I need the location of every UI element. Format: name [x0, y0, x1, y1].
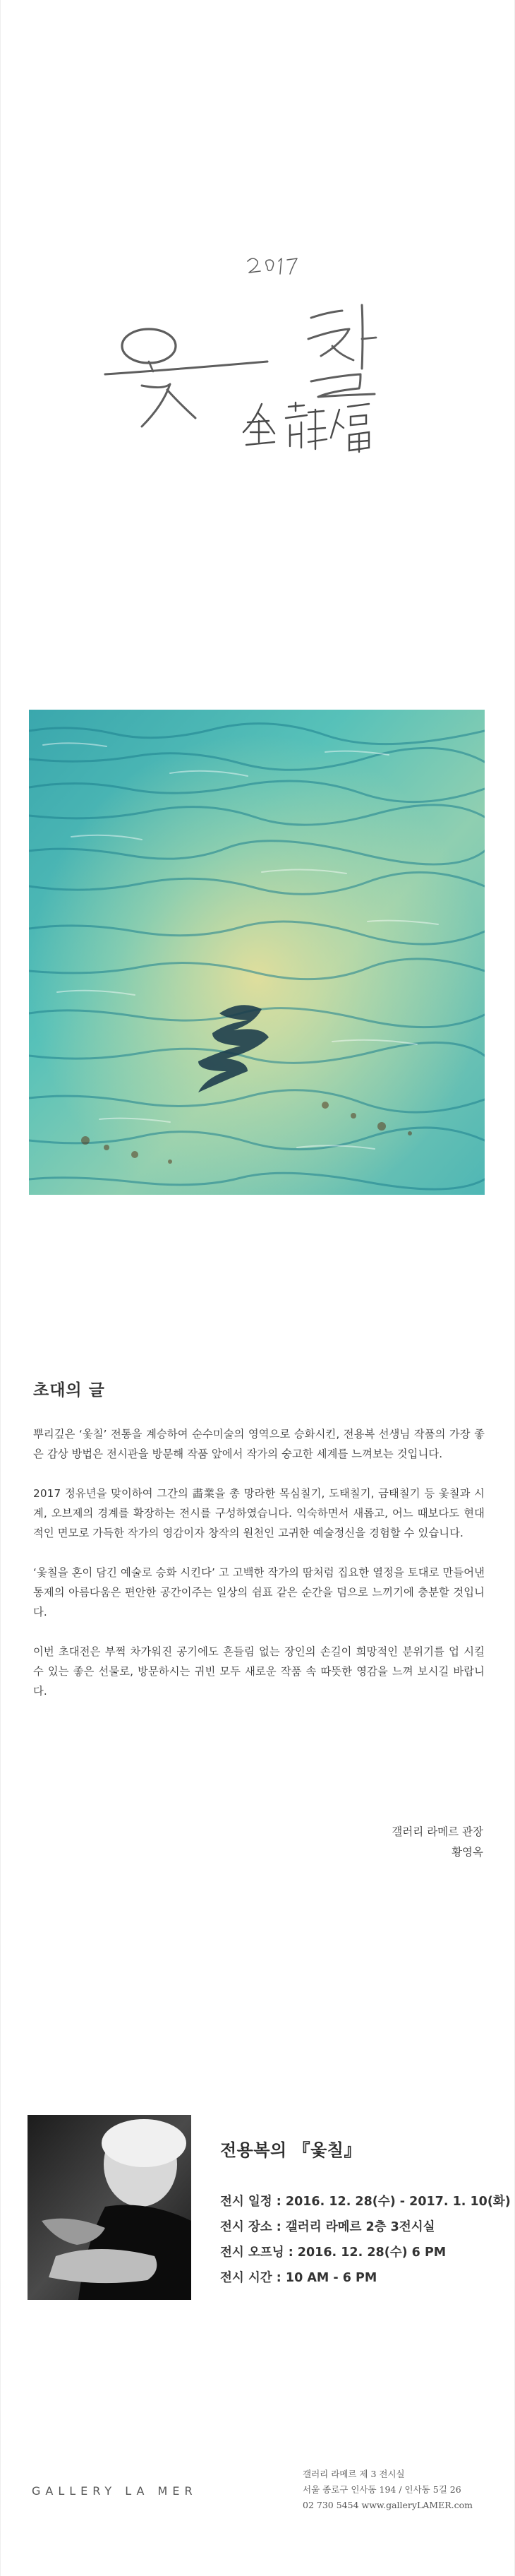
letter-paragraph-1: 뿌리깊은 ‘옻칠’ 전통을 계승하여 순수미술의 영역으로 승화시킨, 전용복 선생님 작품의 가장 좋은 감상 방법은 전시관을 방문해 작품 앞에서 작가의 숭고한 세계를 느껴보는 것입니다.	[33, 1428, 485, 1460]
letter-title: 초대의 글	[33, 1381, 105, 1400]
exhibition-info	[220, 2136, 511, 2291]
gallery-room: 갤러리 라메르 제 3 전시실	[303, 2469, 405, 2479]
artist-photo	[28, 2115, 191, 2300]
painting-artwork	[29, 710, 485, 1195]
exhibition-venue: 전시 장소 : 갤러리 라메르 2층 3전시실	[220, 2220, 435, 2234]
exhibition-schedule: 전시 일정 : 2016. 12. 28(수) - 2017. 1. 10(화)	[220, 2195, 511, 2209]
letter-paragraph-2: 2017 정유년을 맞이하여 그간의 畵業을 총 망라한 목심칠기, 도태칠기, 금태칠기 등 옻칠과 시계, 오브제의 경계를 확장하는 전시를 구성하였습니다. 익숙하면서 새롭고, 어느 때보다도 현대적인 면모로 가득한 작가의 영감이자 창작의 원천인 고귀한 예술정신을 경험할 수 있습니다.	[33, 1487, 485, 1539]
signature-name: 황영옥	[452, 1846, 483, 1859]
calligraphy-drawing	[99, 240, 424, 466]
gallery-address: 서울 종로구 인사동 194 / 인사동 5길 26	[303, 2484, 461, 2495]
gallery-phone-web: 02 730 5454 www.galleryLAMER.com	[303, 2500, 473, 2510]
letter-signature	[392, 1822, 483, 1863]
lacquer-painting-image	[29, 710, 485, 1195]
gallery-contact	[303, 2467, 473, 2513]
signature-org: 갤러리 라메르 관장	[392, 1825, 483, 1838]
artist-photo-image	[28, 2115, 191, 2300]
calligraphy-title	[99, 240, 424, 466]
exhibition-hours: 전시 시간 : 10 AM - 6 PM	[220, 2271, 377, 2285]
exhibition-title: 전용복의 『옻칠』	[220, 2140, 361, 2160]
letter-paragraph-4: 이번 초대전은 부쩍 차가워진 공기에도 흔들림 없는 장인의 손길이 희망적인 분위기를 업 시킬 수 있는 좋은 선물로, 방문하시는 귀빈 모두 새로운 작품 속 따뜻한 영감을 느껴 보시길 바랍니다.	[33, 1645, 485, 1698]
invitation-letter	[33, 1377, 485, 1721]
gallery-logo: GALLERY LA MER	[32, 2484, 198, 2498]
letter-paragraph-3: ‘옻칠을 혼이 담긴 예술로 승화 시킨다’ 고 고백한 작가의 땀처럼 집요한 열정을 토대로 만들어낸 통제의 아름다움은 편안한 공간이주는 일상의 쉼표 같은 순간을 덤으로 느끼기에 충분할 것입니다.	[33, 1566, 485, 1618]
exhibition-opening: 전시 오프닝 : 2016. 12. 28(수) 6 PM	[220, 2246, 447, 2260]
